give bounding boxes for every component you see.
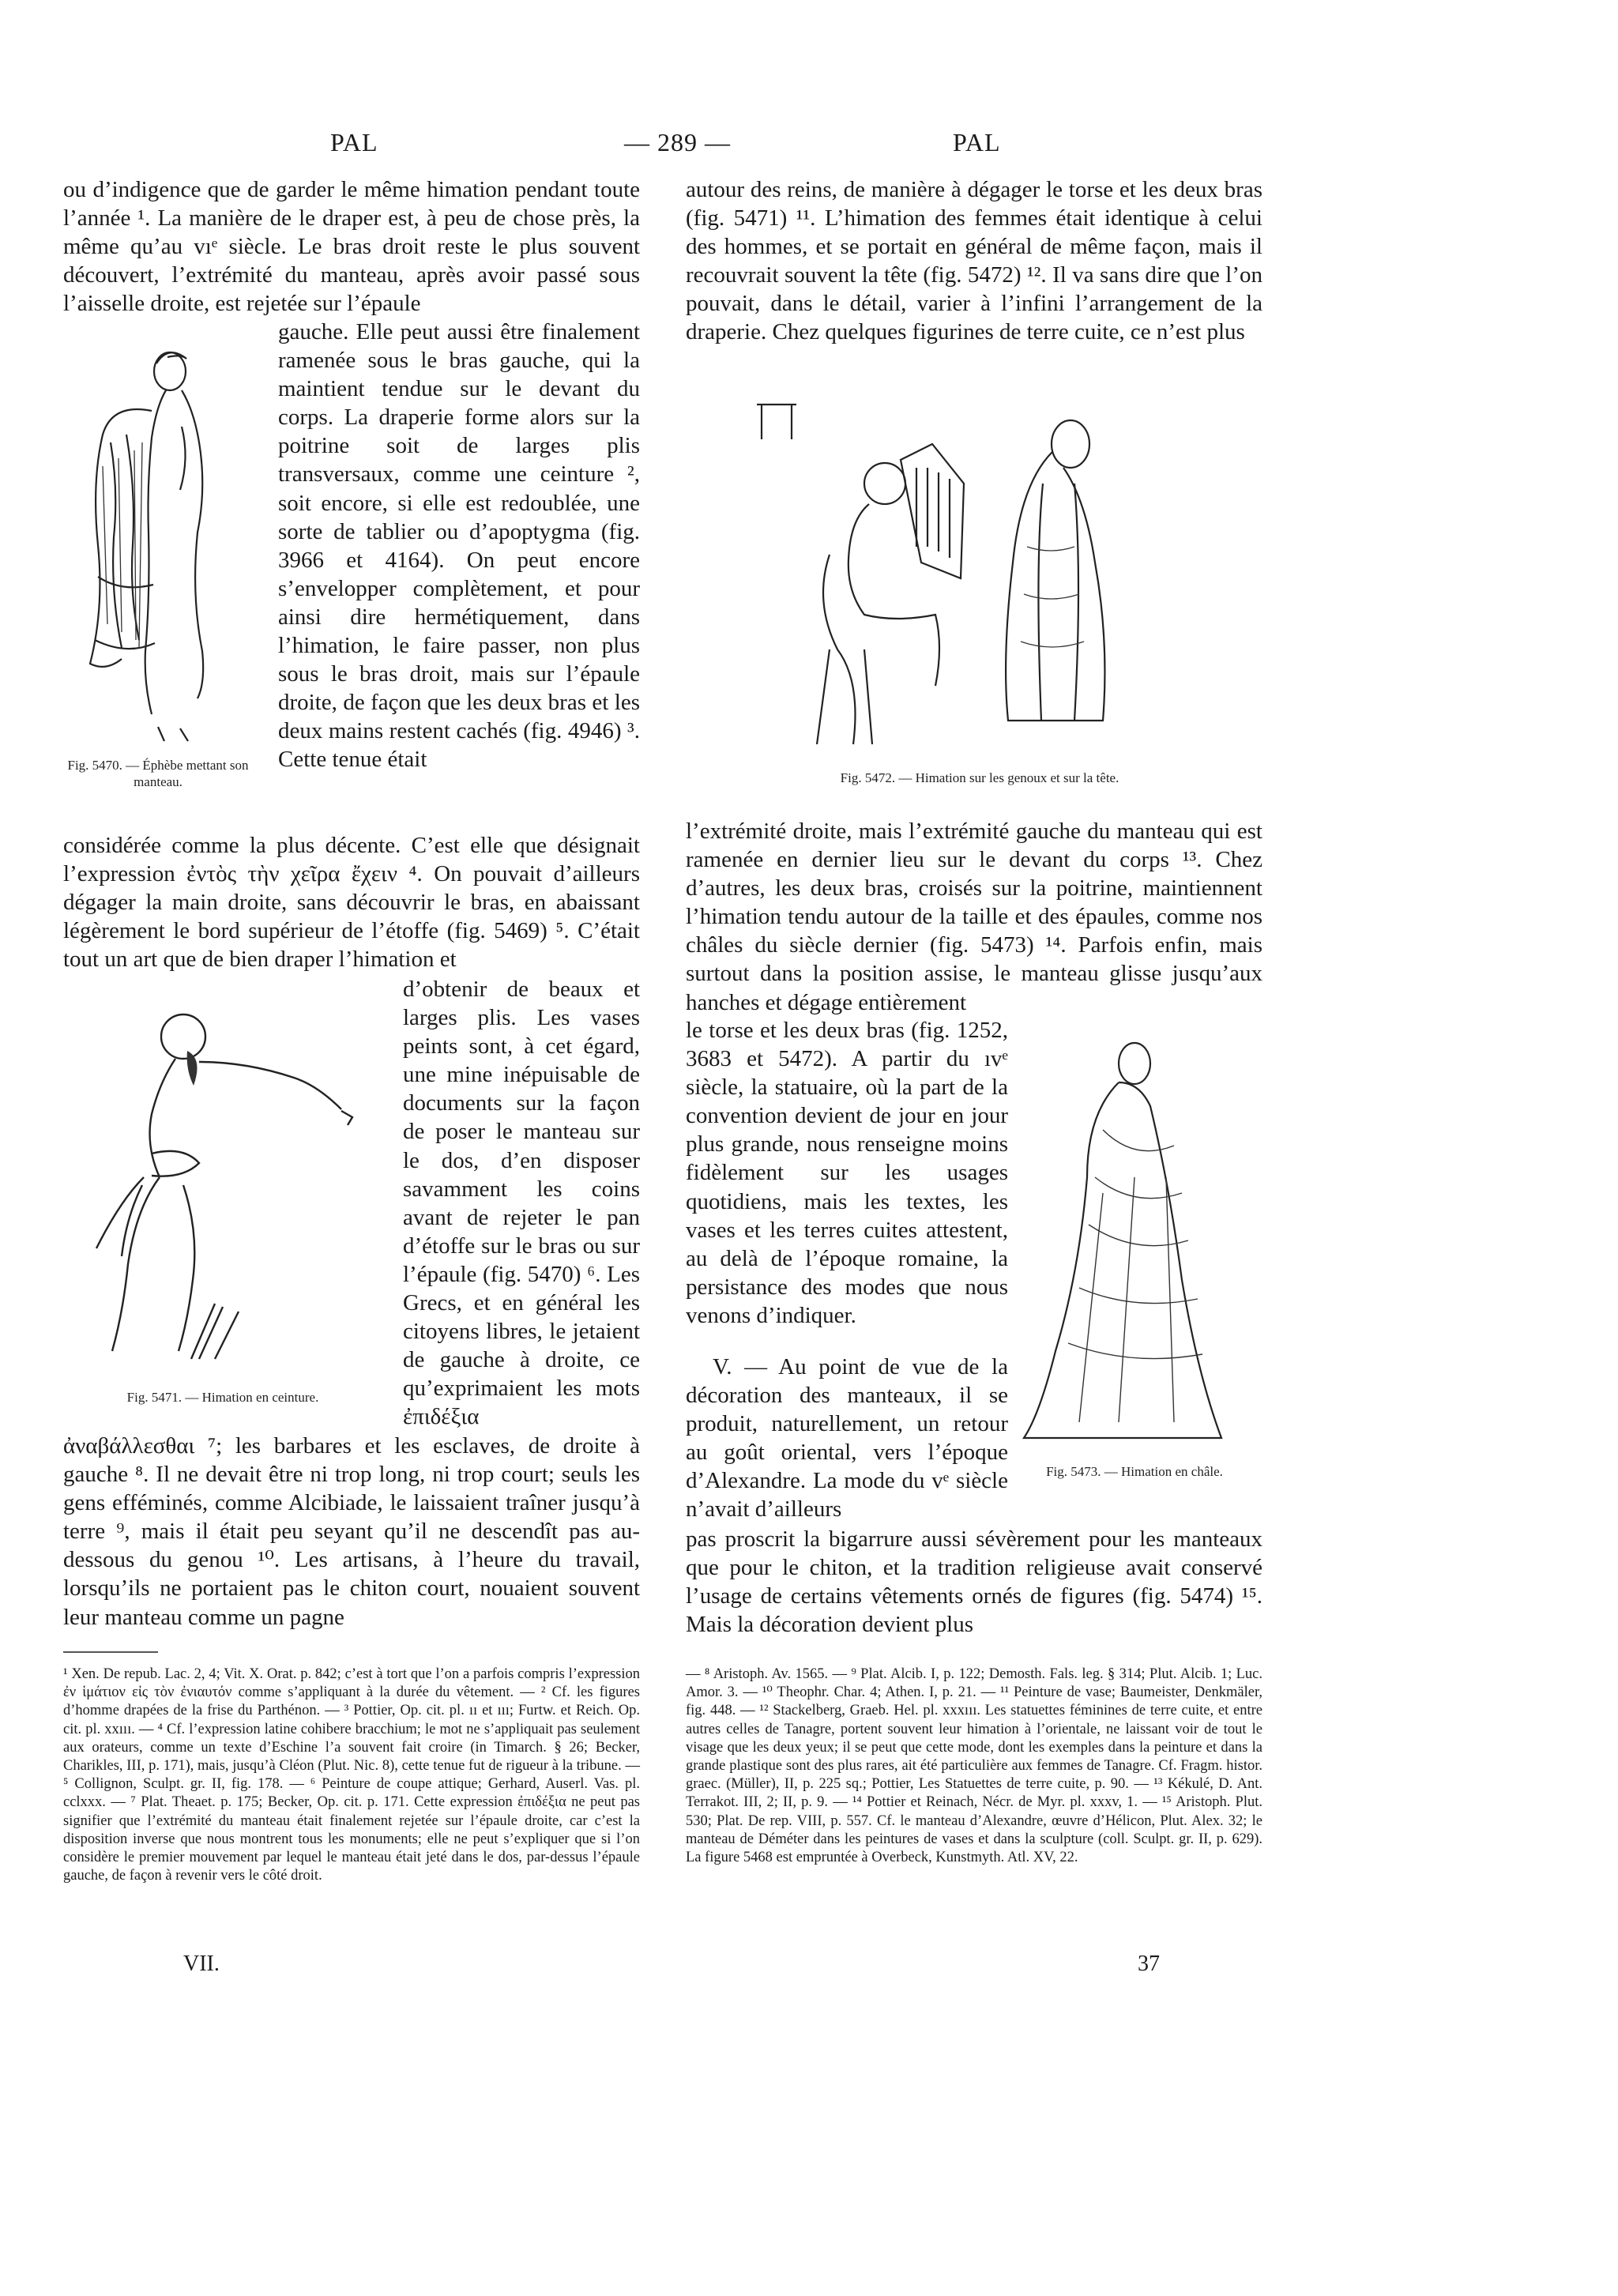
- fig-5470: [63, 340, 253, 751]
- header-left: PAL: [330, 128, 378, 156]
- fig-5473: [1016, 1035, 1253, 1454]
- standing-draped-statuette-drawing: [1016, 1035, 1253, 1454]
- seated-lyre-player-and-standing-woman-drawing: [743, 389, 1217, 754]
- draped-ephebe-drawing: [63, 340, 253, 751]
- fig-5472: [743, 389, 1217, 754]
- right-column-beside-fig-5473: le torse et les deux bras (fig. 1252, 3683 et 5472). A partir du ıvᵉ siècle, la statuaire, où la part de la convention devient de jour en jour plus grande, nous renseigne moins fidèlement sur les usages quotidiens, mais les textes, les vases et les terres cuites attestent, au delà de l’époque romaine, la persistance des modes que nous venons d’indiquer.: [686, 1018, 1008, 1328]
- left-column-end: ἀναβάλλεσθαι ⁷; les barbares et les esclaves, de droite à gauche ⁸. Il ne devait être ni trop long, ni trop court; seuls les gens efféminés, comme Alcibiade, le laissaient traîner jusqu’à terre ⁹, mais il était peu seyant qu’il ne descendît pas au-dessous du genou ¹⁰. Les artisans, à l’heure du travail, lorsqu’ils ne portaient pas le chiton court, nouaient souvent leur manteau comme un pagne: [63, 1433, 640, 1630]
- header-right: PAL: [953, 128, 1001, 156]
- right-column-intro: autour des reins, de manière à dégager le torse et les deux bras (fig. 5471) ¹¹. L’himation des femmes était identique à celui des hommes, et se portait en général de même façon, mais il recouvrait souvent la tête (fig. 5472) ¹². Il va sans dire que l’on pouvait, dans le détail, varier à l’infini l’arrangement de la draperie. Chez quelques figurines de terre cuite, ce n’est plus: [686, 177, 1262, 345]
- fig-5471: [65, 996, 381, 1375]
- man-bending-drawing: [65, 996, 381, 1375]
- right-column-end: pas proscrit la bigarrure aussi sévèrement pour les manteaux que pour le chiton, et la tradition religieuse avait conservé l’usage de certains vêtements ornés de figures (fig. 5474) ¹⁵. Mais la décoration devient plus: [686, 1526, 1262, 1638]
- fig-5473-caption: Fig. 5473. — Himation en châle.: [1046, 1464, 1223, 1479]
- page-number: — 289 —: [624, 128, 731, 156]
- left-column-intro: ou d’indigence que de garder le même himation pendant toute l’année ¹. La manière de le draper est, à peu de chose près, la même qu’au vıᵉ siècle. Le bras droit reste le plus souvent découvert, l’extrémité du manteau, après avoir passé sous l’aisselle droite, est rejetée sur l’épaule: [63, 177, 640, 317]
- footnotes-right: — ⁸ Aristoph. Av. 1565. — ⁹ Plat. Alcib. I, p. 122; Demosth. Fals. leg. § 314; Plut. Alcib. 1; Luc. Amor. 3. — ¹⁰ Theophr. Char. 4; Athen. I, p. 21. — ¹¹ Peinture de vase; Baumeister, Denkmäler, fig. 448. — ¹² Stackelberg, Graeb. Hel. pl. xxxııı. Les statuettes féminines de terre cuite, et entre autres celles de Tanagre, portent souvent leur himation à l’orientale, ne laissant voir de tout le visage que les deux yeux; il se peut que cette mode, dont les exemples dans la peinture et dans la grande plastique sont des plus rares, ait été particulière aux femmes de Tanagre. Cf. Fragm. histor. graec. (Müller), II, p. 225 sq.; Pottier, Les Statuettes de terre cuite, p. 90. — ¹³ Kékulé, D. Ant. Terrakot. III, 2; II, p. 9. — ¹⁴ Pottier et Reinach, Nécr. de Myr. pl. xxxv, 1. — ¹⁵ Aristoph. Plut. 530; Plat. De rep. VIII, p. 557. Cf. le manteau d’Alexandre, œuvre d’Hélicon, Plut. Alex. 32; le manteau de Déméter dans les peintures de vases et dans la sculpture (coll. Sculpt. gr. II, p. 629). La figure 5468 est empruntée à Overbeck, Kunstmyth. Atl. XV, 22.: [686, 1666, 1262, 1866]
- footnotes-left: ¹ Xen. De repub. Lac. 2, 4; Vit. X. Orat. p. 842; c’est à tort que l’on a parfois compris l’expression ἐν ἱμάτιον εἰς τὸν ἐνιαυτόν comme s’appliquant à la durée du vêtement. — ² Cf. les figures d’homme drapées de la frise du Parthénon. — ³ Pottier, Op. cit. pl. ıı et ııı; Furtw. et Reich. Op. cit. pl. xxııı. — ⁴ Cf. l’expression latine cohibere bracchium; le mot ne s’appliquait pas seulement aux orateurs, comme un texte d’Eschine l’a souvent fait croire (in Timarch. § 26; Becker, Charikles, III, p. 171), mais, jusqu’à Cléon (Plut. Nic. 8), cette tenue fut de rigueur à la tribune. — ⁵ Collignon, Sculpt. gr. II, fig. 178. — ⁶ Peinture de coupe attique; Gerhard, Auserl. Vas. pl. cclxxx. — ⁷ Plat. Theaet. p. 175; Becker, Op. cit. p. 171. Cette expression ἐπιδέξια ne peut pas signifier que l’extrémité du manteau était finalement rejetée sur l’épaule droite, car c’est la disposition inverse que nous montrent tous les monuments; elle ne peut s’expliquer que si l’on considère le premier mouvement par lequel le manteau était jeté dans le dos, par-dessus l’épaule gauche, de façon à revenir vers le côté droit.: [63, 1666, 640, 1884]
- volume-number: VII.: [183, 1952, 220, 1976]
- right-column-section-v: V. — Au point de vue de la décoration des manteaux, il se produit, naturellement, un retour au goût oriental, vers l’époque d’Alexandre. La mode du vᵉ siècle n’avait d’ailleurs: [686, 1354, 1008, 1523]
- fig-5470-caption: Fig. 5470. — Éphèbe mettant son manteau.: [67, 758, 249, 789]
- footnote-rule-left: [63, 1651, 158, 1653]
- left-column-beside-fig-5471: d’obtenir de beaux et larges plis. Les vases peints sont, à cet égard, une mine inépuisable de documents sur la façon de poser le manteau sur le dos, d’en disposer savamment les coins avant de rejeter le pan d’étoffe sur le bras ou sur l’épaule (fig. 5470) ⁶. Les Grecs, et en général les citoyens libres, le jetaient de gauche à droite, ce qu’exprimaient les mots ἐπιδέξια: [403, 977, 640, 1430]
- left-column-beside-fig-5470: gauche. Elle peut aussi être finalement ramenée sous le bras gauche, qui la maintient tendue sur le devant du corps. La draperie forme alors sur la poitrine soit de larges plis transversaux, comme une ceinture ², soit encore, si elle est redoublée, une sorte de tablier ou d’apoptygma (fig. 3966 et 4164). On peut encore s’envelopper complètement, et pour ainsi dire hermétiquement, dans l’himation, le faire passer, non plus sous le bras droit, mais sur l’épaule droite, de façon que les deux bras et les deux mains restent cachés (fig. 4946) ³. Cette tenue était: [278, 319, 640, 773]
- fig-5472-caption: Fig. 5472. — Himation sur les genoux et sur la tête.: [840, 770, 1119, 785]
- left-column-middle: considérée comme la plus décente. C’est elle que désignait l’expression ἐντὸς τὴν χεῖρα ἔχειν ⁴. On pouvait d’ailleurs dégager la main droite, sans découvrir le bras, en abaissant légèrement le bord supérieur de l’étoffe (fig. 5469) ⁵. C’était tout un art que de bien draper l’himation et: [63, 833, 640, 973]
- sheet-number: 37: [1138, 1952, 1160, 1976]
- right-column-middle: l’extrémité droite, mais l’extrémité gauche du manteau qui est ramenée en dernier lieu sur le devant du corps ¹³. Chez d’autres, les deux bras, croisés sur la poitrine, maintiennent l’himation tendu autour de la taille et des épaules, comme nos châles du siècle dernier (fig. 5473) ¹⁴. Parfois enfin, mais surtout dans la position assise, le manteau glisse jusqu’aux hanches et dégage entièrement: [686, 819, 1262, 1015]
- fig-5471-caption: Fig. 5471. — Himation en ceinture.: [126, 1390, 319, 1405]
